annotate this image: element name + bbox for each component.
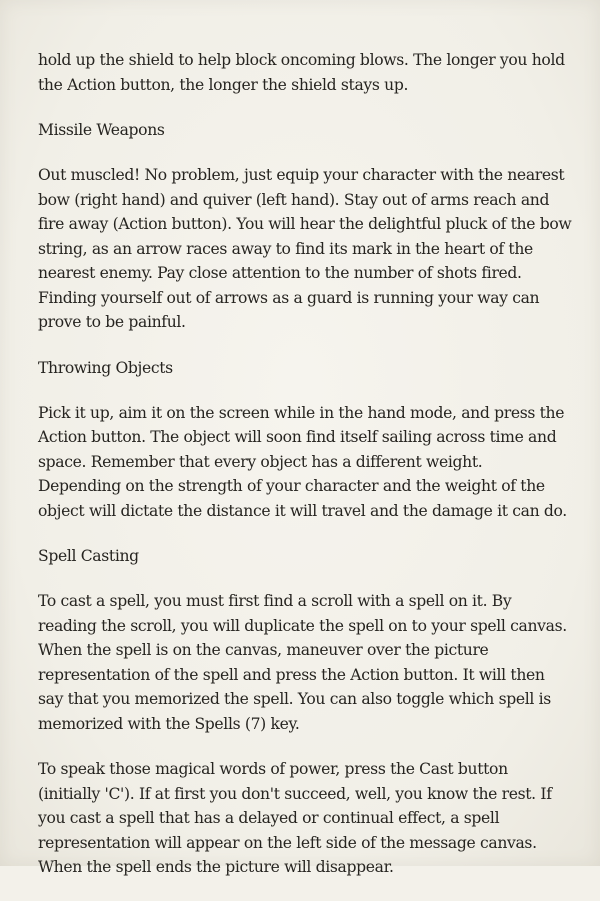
page-body <box>38 48 574 901</box>
missile-weapons-paragraph: Out muscled! No problem, just equip your character with the nearest bow (right hand) and quiver (left hand). Stay out of arms reach and fire away (Action button). You will hear the delightful pluck of the bow string, as an arrow races away to find its mark in the heart of the nearest enemy. Pay close attention to the number of shots fired. Finding yourself out of arrows as a guard is running your way can prove to be painful. <box>38 166 572 331</box>
spell-casting-paragraph-2: To speak those magical words of power, press the Cast button (initially 'C'). If at first you don't succeed, well, you know the rest. If you cast a spell that has a delayed or continual effect, a spell representation will appear on the left side of the message canvas. When the spell ends the picture will disappear. <box>38 760 552 876</box>
section-heading-missile-weapons: Missile Weapons <box>38 121 165 139</box>
section-heading-throwing-objects: Throwing Objects <box>38 358 173 377</box>
throwing-objects-paragraph-2: Depending on the strength of your character and the weight of the object will dictate the distance it will travel and the damage it can do. <box>38 477 567 520</box>
intro-paragraph: hold up the shield to help block oncoming blows. The longer you hold the Action button, the longer the shield stays up. <box>38 51 565 94</box>
throwing-objects-paragraph-1: Pick it up, aim it on the screen while in the hand mode, and press the Action button. The object will soon find itself sailing across time and space. Remember that every object has a different weight. <box>38 403 565 471</box>
section-heading-spell-casting: Spell Casting <box>38 547 139 565</box>
spell-casting-paragraph-1: To cast a spell, you must first find a scroll with a spell on it. By reading the scroll, you will duplicate the spell on to your spell canvas. When the spell is on the canvas, maneuver over the picture representation of the spell and press the Action button. It will then say that you memorized the spell. You can also toggle which spell is memorized with the Spells (7) key. <box>38 592 567 733</box>
